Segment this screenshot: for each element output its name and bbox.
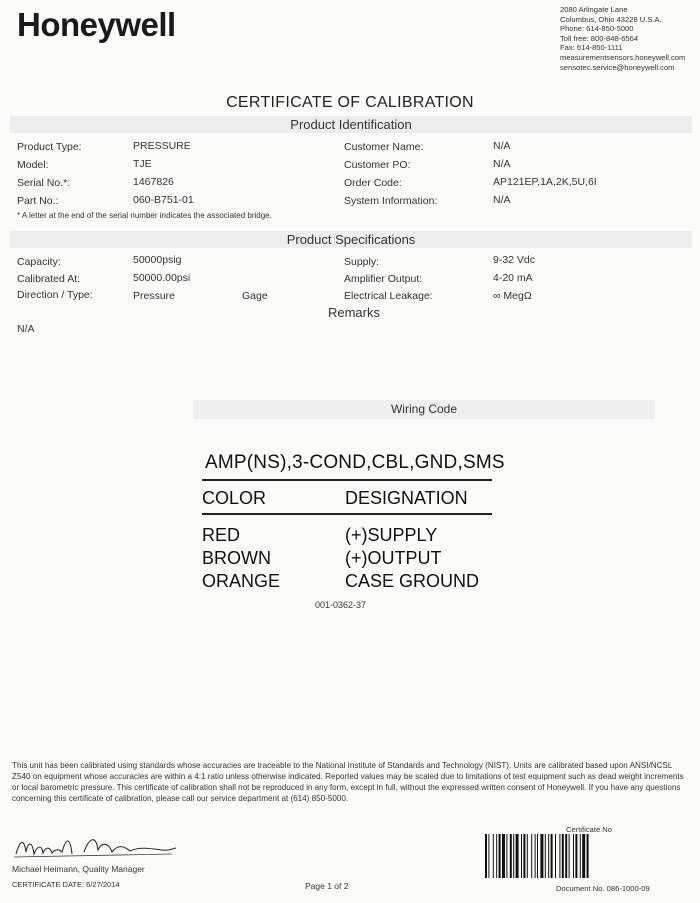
barcode-bar bbox=[535, 834, 536, 878]
customer-po-value: N/A bbox=[493, 158, 511, 170]
address-line: 2080 Arlingate Lane bbox=[560, 5, 628, 14]
system-information-label: System Information: bbox=[344, 195, 438, 207]
barcode-bar bbox=[506, 834, 507, 878]
barcode-bar bbox=[562, 834, 564, 878]
barcode-bar bbox=[580, 834, 581, 878]
cable-type: AMP(NS),3-COND,CBL,GND,SMS bbox=[205, 452, 505, 473]
address-line: Fax: 614-850-1111 bbox=[560, 43, 623, 53]
part-no-value: 060-B751-01 bbox=[133, 194, 194, 206]
signer-name: Michael Heimann, Quality Manager bbox=[12, 864, 145, 874]
address-line: Columbus, Ohio 43228 U.S.A. bbox=[560, 14, 662, 24]
wiring-drawing-number: 001-0362-37 bbox=[315, 600, 367, 610]
wire-designation: (+)OUTPUT bbox=[345, 548, 442, 568]
capacity-label: Capacity: bbox=[17, 256, 61, 268]
direction-value: Pressure bbox=[133, 290, 176, 302]
product-identification-band bbox=[10, 116, 692, 133]
remarks-text: N/A bbox=[17, 323, 35, 335]
barcode-bar bbox=[587, 834, 589, 878]
barcode-bar bbox=[551, 834, 553, 878]
document-number: Document No. 086-1000-09 bbox=[556, 884, 650, 893]
wire-designation: CASE GROUND bbox=[345, 571, 480, 591]
address-line: Phone: 614-850-5000 bbox=[560, 24, 634, 34]
customer-po-label: Customer PO: bbox=[344, 159, 411, 171]
serial-footnote: * A letter at the end of the serial number indicates the associated bridge. bbox=[17, 211, 272, 220]
barcode-bar bbox=[523, 834, 525, 878]
company-address bbox=[560, 5, 685, 72]
handwritten-signature bbox=[12, 832, 182, 864]
wire-designation: (+)SUPPLY bbox=[345, 525, 438, 545]
supply-value: 9-32 Vdc bbox=[493, 254, 536, 266]
wiring-rule-top bbox=[202, 479, 492, 481]
serial-no-value: 1467826 bbox=[133, 176, 174, 188]
certificate-no-label: Certificate No bbox=[566, 825, 613, 834]
address-line: sensotec.service@honeywell.com bbox=[560, 62, 675, 72]
remarks-heading: Remarks bbox=[327, 305, 380, 320]
part-no-label: Part No.: bbox=[17, 195, 59, 207]
certificate-date: CERTIFICATE DATE: 6/27/2014 bbox=[12, 880, 120, 889]
wiring-code-band bbox=[193, 400, 655, 419]
amplifier-output-label: Amplifier Output: bbox=[344, 273, 423, 285]
barcode-bar bbox=[510, 834, 512, 878]
barcode-bar bbox=[521, 834, 522, 878]
certificate-title: CERTIFICATE OF CALIBRATION bbox=[226, 94, 474, 111]
customer-name-value: N/A bbox=[493, 140, 511, 152]
type-value: Gage bbox=[242, 290, 268, 302]
serial-no-label: Serial No.*: bbox=[17, 177, 71, 189]
order-code-label: Order Code: bbox=[344, 177, 402, 189]
barcode-bar bbox=[531, 834, 532, 878]
product-identification-heading: Product Identification bbox=[290, 117, 412, 132]
barcode-bar bbox=[582, 834, 585, 878]
designation-column-header: DESIGNATION bbox=[345, 488, 468, 508]
amplifier-output-value: 4-20 mA bbox=[493, 272, 533, 284]
barcode-bar bbox=[573, 834, 574, 878]
calibrated-at-label: Calibrated At: bbox=[17, 273, 81, 285]
barcode-bar bbox=[559, 834, 560, 878]
system-information-value: N/A bbox=[493, 194, 511, 206]
barcode-bar bbox=[569, 834, 570, 878]
barcode-bar bbox=[565, 834, 567, 878]
wire-color: ORANGE bbox=[202, 571, 281, 591]
honeywell-logo: Honeywell bbox=[17, 6, 176, 43]
wiring-rule-bottom bbox=[202, 513, 492, 515]
calibration-disclaimer: This unit has been calibrated using standards whose accuracies are traceable to the National Institute of Standards and Technology (NIST). Units are calibrated based upon ANSI/NCSL Z540 on equipment whose accuracies are within a 4:1 ratio unless otherwise indicated. Reported values may be scaled due to limitations of test equipment such as dead weight increments or local barometric pressure. This certificate of calibration shall not be reproduced in any form, except in full, without the expressed written consent of Honeywell. If you have any questions concerning this certificate of calibration, please call our service department at (614) 850-5000. bbox=[12, 761, 684, 803]
barcode-bar bbox=[493, 834, 494, 878]
supply-label: Supply: bbox=[344, 256, 380, 268]
model-label: Model: bbox=[17, 159, 49, 171]
customer-name-label: Customer Name: bbox=[344, 141, 424, 153]
calibrated-at-value: 50000.00psi bbox=[133, 272, 191, 284]
barcode-bar bbox=[502, 834, 505, 878]
color-column-header: COLOR bbox=[202, 488, 267, 508]
barcode-bar bbox=[548, 834, 549, 878]
page-number: Page 1 of 2 bbox=[305, 881, 349, 891]
product-specifications-heading: Product Specifications bbox=[286, 232, 416, 247]
product-specifications-band bbox=[10, 231, 692, 248]
address-line: measurementsensors.honeywell.com bbox=[560, 52, 686, 62]
barcode-bar bbox=[513, 834, 514, 878]
product-type-value: PRESSURE bbox=[133, 140, 191, 152]
wire-color: BROWN bbox=[202, 548, 271, 568]
barcode-bar bbox=[527, 834, 528, 878]
certificate-barcode bbox=[485, 834, 688, 878]
model-value: TJE bbox=[133, 158, 152, 170]
barcode-bar bbox=[485, 834, 487, 878]
barcode-bar bbox=[575, 834, 577, 878]
wire-color: RED bbox=[202, 525, 241, 545]
wiring-code-heading: Wiring Code bbox=[390, 402, 458, 416]
capacity-value: 50000psig bbox=[133, 254, 182, 266]
barcode-bar bbox=[540, 834, 543, 878]
barcode-bar bbox=[537, 834, 538, 878]
address-line: Toll free: 800-848-6564 bbox=[560, 33, 639, 43]
barcode-bar bbox=[555, 834, 556, 878]
barcode-bar bbox=[516, 834, 519, 878]
electrical-leakage-label: Electrical Leakage: bbox=[344, 290, 433, 302]
product-type-label: Product Type: bbox=[17, 141, 82, 153]
electrical-leakage-value: ∞ MegΩ bbox=[493, 290, 532, 302]
direction-type-label: Direction / Type: bbox=[17, 289, 93, 301]
barcode-bar bbox=[499, 834, 501, 878]
barcode-bar bbox=[545, 834, 546, 878]
barcode-bar bbox=[488, 834, 489, 878]
barcode-bar bbox=[496, 834, 497, 878]
order-code-value: AP121EP,1A,2K,5U,6I bbox=[493, 176, 597, 188]
